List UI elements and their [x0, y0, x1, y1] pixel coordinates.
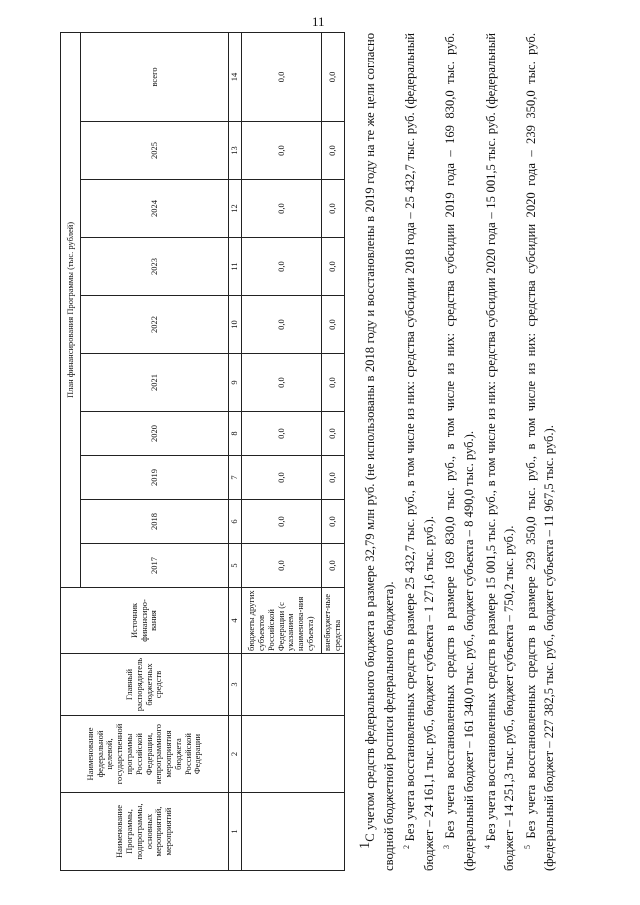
column-number: 13 [229, 122, 242, 180]
column-number: 11 [229, 238, 242, 296]
header-financing-plan: План финансирования Программы (тыс. рублей) [61, 32, 81, 587]
financing-table [60, 32, 345, 871]
header-year: 2023 [81, 238, 229, 296]
column-number: 12 [229, 180, 242, 238]
column-number: 1 [229, 793, 242, 871]
cell-value: 0,0 [242, 456, 322, 500]
column-number: 3 [229, 654, 242, 716]
cell-value: 0,0 [242, 122, 322, 180]
header-budget-manager: Главный распорядитель бюджетных средств [61, 654, 229, 716]
footnote [356, 33, 398, 871]
footnote-text: Без учета восстановленных средств в размере 25 432,7 тыс. руб., в том числе из них: средства субсидии 2018 года – 25 432,7 тыс. руб. (федеральный бюджет – 24 161,1 тыс. руб., бюджет субъекта – 1 271,6 тыс. руб.). [403, 33, 436, 871]
footnote-text: Без учета восстановленных средств в размере 15 001,5 тыс. руб., в том числе из них: средства субсидии 2020 года – 15 001,5 тыс. руб. (федеральный бюджет – 14 251,3 тыс. руб., бюджет субъекта – 750,2 тыс. руб.). [483, 33, 517, 871]
cell-value: 0,0 [242, 500, 322, 544]
header-year: 2018 [81, 500, 229, 544]
rotated-content [60, 33, 580, 871]
cell-value: 0,0 [322, 456, 345, 500]
footnote-mark: 5 [522, 845, 532, 849]
column-number: 4 [229, 588, 242, 654]
cell-value: 0,0 [322, 296, 345, 354]
footnote-mark: 1 [357, 841, 373, 849]
footnote-text: С учетом средств федерального бюджета в размере 32,79 млн руб. (не использованы в 2018 году и восстановлены в 2019 году на те же цели согласно сводной бюджетной росписи федерального бюджета). [363, 33, 396, 871]
footnotes [356, 33, 559, 871]
header-program-name: Наименование Программы, подпрограммы, основных мероприятий, мероприятий [61, 793, 229, 871]
column-number: 8 [229, 412, 242, 456]
table-row [242, 32, 322, 870]
cell-value: 0,0 [242, 544, 322, 588]
cell-value: 0,0 [322, 32, 345, 121]
column-number: 6 [229, 500, 242, 544]
header-year: 2024 [81, 180, 229, 238]
footnote-mark: 3 [442, 845, 452, 849]
footnote-text: Без учета восстановленных средств в размере 169 830,0 тыс. руб., в том числе из них: средства субсидии 2019 года – 169 830,0 тыс. руб. (федеральный бюджет – 161 340,0 тыс. руб., бюджет субъекта – 8 490,0 тыс. руб.). [443, 33, 477, 871]
header-year: 2025 [81, 122, 229, 180]
cell-empty [242, 716, 345, 793]
cell-value: 0,0 [322, 412, 345, 456]
footnote [519, 33, 559, 871]
cell-value: 0,0 [322, 180, 345, 238]
cell-empty [242, 654, 345, 716]
footnote-mark: 4 [482, 845, 492, 849]
cell-value: 0,0 [242, 354, 322, 412]
footnote-text: Без учета восстановленных средств в размере 239 350,0 тыс. руб., в том числе из них: средства субсидии 2020 года – 239 350,0 тыс. руб. (федеральный бюджет – 227 382,5 тыс. руб., бюджет субъекта – 11 967,5 тыс. руб.). [523, 33, 557, 871]
page-number: 11 [312, 14, 325, 29]
column-number: 7 [229, 456, 242, 500]
cell-value: 0,0 [242, 32, 322, 121]
header-year: 2017 [81, 544, 229, 588]
column-number: 10 [229, 296, 242, 354]
column-number: 5 [229, 544, 242, 588]
cell-value: 0,0 [322, 354, 345, 412]
footnote [398, 33, 438, 871]
cell-value: 0,0 [322, 500, 345, 544]
cell-value: 0,0 [242, 412, 322, 456]
cell-empty [242, 793, 345, 871]
cell-source: внебюджет-ные средства [322, 588, 345, 654]
column-number: 9 [229, 354, 242, 412]
cell-value: 0,0 [322, 122, 345, 180]
header-total: всего [81, 32, 229, 121]
cell-value: 0,0 [242, 296, 322, 354]
header-year: 2022 [81, 296, 229, 354]
financing-table-wrap [60, 33, 345, 871]
column-number: 14 [229, 32, 242, 121]
cell-value: 0,0 [242, 180, 322, 238]
header-year: 2021 [81, 354, 229, 412]
cell-value: 0,0 [322, 544, 345, 588]
header-federal-program: Наименование федеральной целевой, государственной программы Российской Федерации, непрограммного мероприятия бюджета Российской Федерации [61, 716, 229, 793]
header-funding-source: Источник финансиро-вания [61, 588, 229, 654]
cell-value: 0,0 [242, 238, 322, 296]
header-year: 2019 [81, 456, 229, 500]
footnote [438, 33, 478, 871]
header-year: 2020 [81, 412, 229, 456]
column-number: 2 [229, 716, 242, 793]
footnote [479, 33, 519, 871]
footnote-mark: 2 [402, 845, 412, 849]
cell-value: 0,0 [322, 238, 345, 296]
cell-source: бюджеты других субъектов Российской Федерации (с указанием наименова-ния субъекта) [242, 588, 322, 654]
